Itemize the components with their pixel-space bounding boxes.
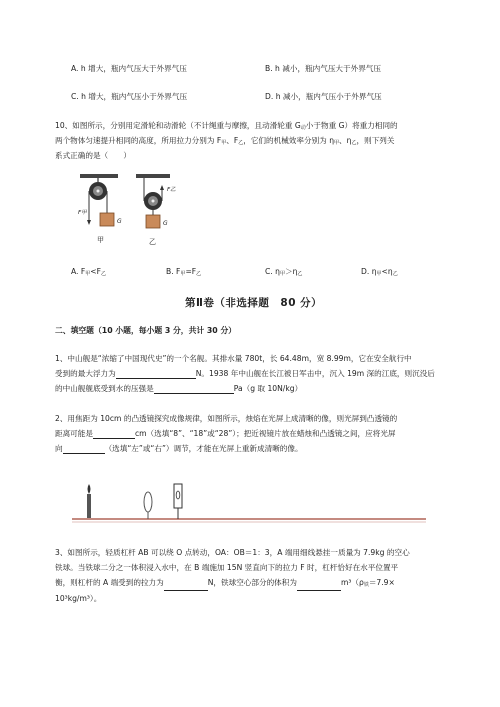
q1-blank-2[interactable] bbox=[154, 384, 234, 394]
ceiling-right bbox=[136, 174, 170, 178]
optical-bench-figure bbox=[70, 478, 430, 528]
q2-line1: 2、用焦距为 10cm 的凸透镜探究成像规律，如图所示，烛焰在光屏上成清晰的像，则光屏到凸透镜的 bbox=[55, 414, 398, 423]
figure-label-jia: 甲 bbox=[97, 236, 104, 244]
part2-title: 第Ⅱ卷（非选择题 80 分） bbox=[185, 297, 323, 309]
q2-line3: 向 （选填“左”或“右”）调节，才能在光屏上重新成清晰的像。 bbox=[55, 444, 303, 453]
weight-label-right: G bbox=[163, 220, 168, 227]
q1-line3: 的中山舰舰底受到水的压强是 Pa（g 取 10N/kg） bbox=[55, 384, 303, 393]
candle bbox=[87, 484, 91, 518]
q10-option-c: C. $\eta_甲>\eta_乙$ bbox=[265, 267, 303, 277]
q10-stem-line2: 两个物体匀速提升相同的高度，所用拉力分别为 $F_甲$、$F_乙$，它们的机械效率分别为 $\eta_甲$、$\eta_乙$，则下列关 bbox=[55, 136, 395, 146]
q2-blank-2[interactable] bbox=[63, 444, 105, 454]
figure-label-yi: 乙 bbox=[149, 238, 156, 246]
force-label-right: F乙 bbox=[167, 187, 176, 193]
q3-line3: 衡，则杠杆的 A 端受到的拉力为 N，铁球空心部分的体积为 $m^3(\rho_铁=7.9\times$ bbox=[55, 577, 395, 591]
q3-line1: 3、如图所示，轻质杠杆 AB 可以绕 O 点转动，OA：OB＝1：3，A 端用细线悬挂一质量为 7.9kg 的空心 bbox=[55, 548, 410, 557]
q1-blank-1[interactable] bbox=[116, 369, 196, 379]
q10-stem-line1: 10、如图所示，分别用定滑轮和动滑轮（不计绳重与摩擦，且动滑轮重 $G_动$小于物重 G）将重力相同的 bbox=[55, 121, 398, 131]
weight-box-left bbox=[100, 213, 114, 226]
light-screen bbox=[174, 484, 182, 519]
weight-box-right bbox=[146, 215, 160, 228]
q10-option-b: B. $F_甲=F_乙$ bbox=[166, 267, 202, 277]
q10-option-a: A. $F_甲<F_乙$ bbox=[71, 267, 107, 277]
q10-option-d: D. $\eta_甲<\eta_乙$ bbox=[361, 267, 398, 277]
q9-option-c: C. h 增大，瓶内气压小于外界气压 bbox=[71, 92, 188, 101]
q9-option-b: B. h 减小，瓶内气压大于外界气压 bbox=[265, 64, 381, 73]
pulley-figure bbox=[78, 172, 188, 254]
q3-line4: 10³kg/m³）。 bbox=[55, 594, 102, 603]
q1-line1: 1、中山舰是“浓缩了中国现代史”的一个名舰。其排水量 780t，长 64.48m，宽 8.99m，它在安全航行中 bbox=[55, 354, 412, 363]
q1-line2: 受到的最大浮力为 N。1938 年中山舰在长江被日军击中，沉入 19m 深的江底，则沉没后 bbox=[55, 369, 435, 378]
section-title: 二、填空题（10 小题，每小题 3 分，共计 30 分） bbox=[55, 326, 237, 335]
q3-line2: 铁球。当铁球二分之一体积浸入水中，在 B 端施加 15N 竖直向下的拉力 F 时，杠杆恰好在水平位置平 bbox=[55, 563, 399, 572]
q9-option-a: A. h 增大，瓶内气压大于外界气压 bbox=[71, 64, 187, 73]
ceiling-left bbox=[80, 174, 118, 178]
q2-line2: 距离可能是 cm（选填“8”、“18”或“28”）；把近视镜片放在蜡烛和凸透镜之间，应将光屏 bbox=[55, 429, 396, 438]
q2-blank-1[interactable] bbox=[93, 429, 135, 439]
q9-option-d: D. h 减小，瓶内气压小于外界气压 bbox=[265, 92, 382, 101]
force-label-left: F甲 bbox=[78, 210, 87, 216]
q3-blank-1[interactable] bbox=[164, 581, 208, 591]
convex-lens bbox=[144, 492, 152, 519]
q3-blank-2[interactable] bbox=[297, 581, 341, 591]
q10-stem-line3: 系式正确的是（ ） bbox=[55, 151, 131, 160]
weight-label-left: G bbox=[117, 218, 122, 225]
